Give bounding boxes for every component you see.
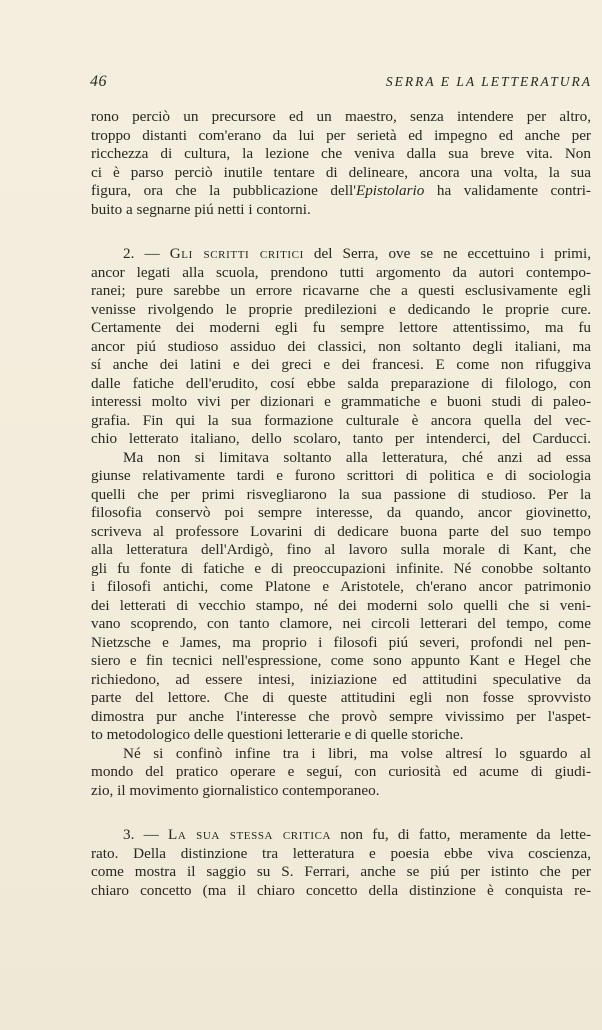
text-line: Certamente dei moderni egli fu sempre lettore attentissimo, ma fu <box>91 319 591 336</box>
text-line: scriveva al professore Lovarini di dedicare buona parte del suo tempo <box>91 522 591 540</box>
text-line <box>91 826 591 845</box>
text-line: zio, il movimento giornalistico contemporaneo. <box>91 781 380 799</box>
italic-title: Epistolario <box>355 182 425 199</box>
text-line: filosofia conservò poi sempre interesse, da quando, ancor giovinetto, <box>91 504 591 521</box>
section-number: 3. — <box>123 826 159 843</box>
running-title: SERRA E LA LETTERATURA <box>385 74 592 89</box>
text-line: rato. Della distinzione tra letteratura e poesia ebbe viva coscienza, <box>91 844 591 862</box>
paragraph-2 <box>91 245 591 449</box>
text-line: richiedono, ad essere intesi, iniziazione ed attitudini speculative da <box>91 670 591 688</box>
text-fragment: figura, ora che la pubblicazione dell' <box>91 182 356 199</box>
paragraph-3 <box>91 449 591 745</box>
text-line: chio letterato italiano, dello scolaro, tanto per intenderci, del Carducci. <box>91 430 591 447</box>
section-gap <box>91 800 591 826</box>
text-line: rono perciò un precursore ed un maestro, senza intendere per altro, <box>91 108 591 125</box>
text-line: gli fu fonte di fatiche e di preoccupazioni infinite. Né conobbe soltanto <box>91 559 591 577</box>
text-line <box>91 182 591 201</box>
text-line: siero e fin tecnici nell'espressione, come sono appunto Kant e Hegel che <box>91 652 591 669</box>
text-line: Né si confinò infine tra i libri, ma volse altresí lo sguardo al <box>123 744 591 762</box>
text-line: dalle fatiche dell'erudito, cosí ebbe salda preparazione di filologo, con <box>91 374 591 392</box>
text-line: i filosofi antichi, come Platone e Aristotele, ch'erano ancor patrimonio <box>91 578 591 595</box>
text-line: interessi molto vivi per dizionari e grammatiche e buoni studi di paleo- <box>91 393 591 410</box>
page-header <box>90 73 592 93</box>
text-line: quelli che per primi risvegliarono la sua passione di studioso. Per la <box>91 485 591 503</box>
text-line: ancor piú studioso assiduo dei classici, non soltanto degli italiani, ma <box>91 337 591 355</box>
text-fragment: non fu, di fatto, meramente da lette- <box>331 826 592 843</box>
text-line: venisse rivolgendo le proprie predilezioni e dedicando le proprie cure. <box>91 300 591 318</box>
text-line: to metodologico delle questioni letterarie e di quelle storiche. <box>91 726 464 743</box>
section-gap <box>91 219 591 245</box>
paragraph-1 <box>91 108 591 219</box>
paragraph-4 <box>91 745 591 801</box>
text-line: come mostra il saggio su S. Ferrari, anche se piú per istinto che per <box>91 863 591 880</box>
text-line <box>91 245 591 264</box>
text-line: Ma non si limitava soltanto alla letteratura, ché anzi ad essa <box>123 448 591 466</box>
text-line: ranei; pure sarebbe un errore ricavarne che a questi esclusivamente egli <box>91 282 591 299</box>
text-line: parte del lettore. Che di queste attitudini egli non fosse sprovvisto <box>91 689 591 706</box>
text-line: ci è parso perciò inutile tentare di delineare, ancora una volta, la sua <box>91 163 591 181</box>
page-number: 46 <box>90 73 107 90</box>
text-line: ricchezza di cultura, la lezione che veniva dalla sua breve vita. Non <box>91 145 591 162</box>
text-line: mondo del pratico operare e seguí, con curiosità ed acume di giudi- <box>91 763 591 780</box>
text-line: chiaro concetto (ma il chiaro concetto della distinzione è conquista re- <box>91 881 591 899</box>
text-fragment: del Serra, ove se ne eccettuino i primi, <box>303 245 591 262</box>
paragraph-5 <box>91 826 591 900</box>
text-fragment: ha validamente contri- <box>424 182 591 199</box>
text-line: Nietzsche e James, ma proprio i filosofi piú severi, profondi nel pen- <box>91 633 591 651</box>
section-lead: Gli scritti critici <box>169 245 304 262</box>
text-line: ancor legati alla scuola, prendono tutti argomento da autori contempo- <box>91 263 591 281</box>
text-line: grafia. Fin qui la sua formazione culturale è ancora quella del vec- <box>91 411 591 429</box>
text-line: sí anche dei latini e dei greci e dei francesi. E come non rifuggiva <box>91 356 591 373</box>
section-number: 2. — <box>123 245 160 262</box>
text-line: dimostra pur anche l'interesse che provò sempre vivissimo per l'aspet- <box>91 707 591 725</box>
text-line: giunse relativamente tardi e furono scrittori di politica e di sociologia <box>91 467 591 484</box>
text-line: buito a segnarne piú netti i contorni. <box>91 200 311 218</box>
text-line: vano scoprendo, con tanto clamore, nei circoli letterari del tempo, come <box>91 615 591 632</box>
section-lead: La sua stessa critica <box>167 826 332 843</box>
text-line: troppo distanti com'erano da lui per serietà ed impegno ed anche per <box>91 126 591 144</box>
text-line: alla letteratura dell'Ardigò, fino al lavoro sulla morale di Kant, che <box>91 541 591 558</box>
body-text <box>91 108 591 900</box>
text-line: dei letterati di vecchio stampo, né dei moderni solo quelli che si veni- <box>91 596 591 614</box>
